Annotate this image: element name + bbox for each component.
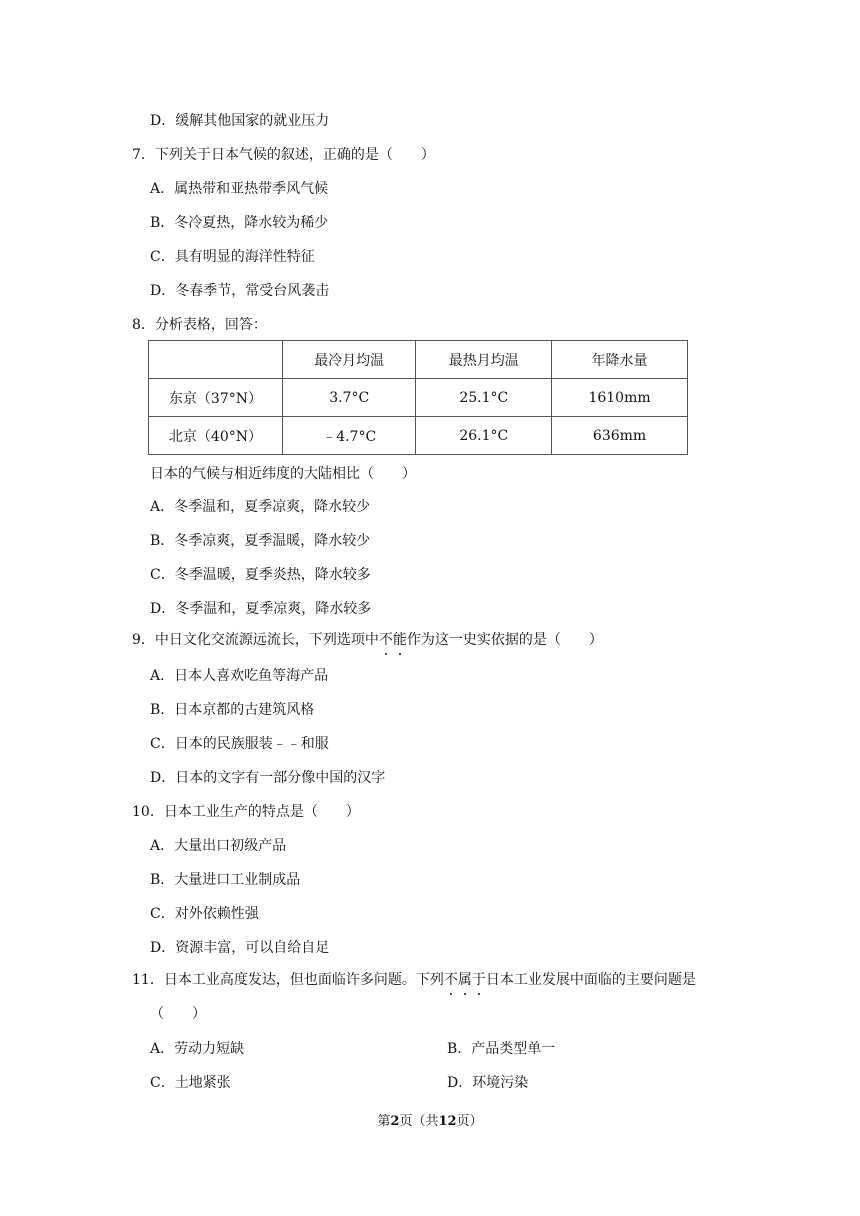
q8-option-a: A．冬季温和，夏季凉爽，降水较少: [150, 499, 371, 515]
q11-emphasis-char: 不: [443, 972, 458, 988]
q11-option-d: D．环境污染: [447, 1075, 529, 1091]
q11-emphasis-char: 于: [471, 972, 486, 988]
q11-stem-before: 11．日本工业高度发达，但也面临许多问题。下列: [132, 972, 444, 988]
table-header-cell: 年降水量: [552, 341, 688, 379]
page-footer: [0, 1110, 860, 1129]
table-cell: 1610mm: [552, 379, 688, 417]
q7-option-a: A．属热带和亚热带季风气候: [150, 181, 329, 197]
q10-option-d: D．资源丰富，可以自给自足: [150, 940, 330, 956]
table-header-cell: [149, 341, 283, 379]
q9-option-d: D．日本的文字有一部分像中国的汉字: [150, 770, 386, 786]
q6-option-d: D．缓解其他国家的就业压力: [150, 113, 330, 129]
table-header-row: [149, 341, 688, 379]
q9-option-b: B．日本京都的古建筑风格: [150, 702, 315, 718]
q9-stem: [132, 630, 603, 650]
q11-stem-after: 日本工业发展中面临的主要问题是: [485, 972, 696, 988]
footer-page-number: 2: [390, 1114, 400, 1129]
q9-stem-after: 作为这一史实依据的是（ ）: [406, 632, 603, 648]
q11-option-a: A．劳动力短缺: [150, 1041, 245, 1057]
q7-option-d: D．冬春季节，常受台风袭击: [150, 283, 330, 299]
q8-option-d: D．冬季温和，夏季凉爽，降水较多: [150, 601, 372, 617]
table-cell: 3.7°C: [282, 379, 416, 417]
q10-option-b: B．大量进口工业制成品: [150, 872, 301, 888]
q10-option-c: C．对外依赖性强: [150, 906, 259, 922]
table-cell: 636mm: [552, 417, 688, 455]
q9-emphasis-char: 能: [392, 632, 407, 648]
climate-table: [148, 340, 688, 455]
q9-stem-before: 9．中日文化交流源远流长，下列选项中: [132, 632, 379, 648]
q11-answer-bracket: （ ）: [150, 1006, 206, 1022]
q11-option-b: B．产品类型单一: [447, 1041, 556, 1057]
footer-total-pages: 12: [438, 1114, 457, 1129]
table-cell: 东京（37°N）: [149, 379, 283, 417]
q8-option-c: C．冬季温暖，夏季炎热，降水较多: [150, 567, 371, 583]
table-cell: 北京（40°N）: [149, 417, 283, 455]
q11-emphasis-char: 属: [457, 972, 472, 988]
q8-sub-stem: 日本的气候与相近纬度的大陆相比（ ）: [150, 466, 416, 482]
table-cell: ﹣4.7°C: [282, 417, 416, 455]
table-header-cell: 最冷月均温: [282, 341, 416, 379]
footer-middle: 页（共: [399, 1114, 439, 1129]
footer-suffix: 页）: [456, 1114, 483, 1129]
q7-option-b: B．冬冷夏热，降水较为稀少: [150, 215, 329, 231]
q10-option-a: A．大量出口初级产品: [150, 838, 287, 854]
q7-stem: 7．下列关于日本气候的叙述，正确的是（ ）: [132, 147, 435, 163]
q7-option-c: C．具有明显的海洋性特征: [150, 249, 315, 265]
q11-stem: [132, 970, 696, 990]
table-row: [149, 417, 688, 455]
q9-emphasis-char: 不: [378, 632, 393, 648]
table-cell: 26.1°C: [416, 417, 552, 455]
q8-option-b: B．冬季凉爽，夏季温暖，降水较少: [150, 533, 371, 549]
table-cell: 25.1°C: [416, 379, 552, 417]
table-row: [149, 379, 688, 417]
footer-prefix: 第: [377, 1114, 391, 1129]
q9-option-a: A．日本人喜欢吃鱼等海产品: [150, 668, 329, 684]
table-header-cell: 最热月均温: [416, 341, 552, 379]
q11-option-c: C．土地紧张: [150, 1075, 231, 1091]
q9-option-c: C．日本的民族服装﹣﹣和服: [150, 736, 329, 752]
q10-stem: 10．日本工业生产的特点是（ ）: [132, 804, 360, 820]
q8-stem: 8．分析表格，回答：: [132, 317, 267, 333]
